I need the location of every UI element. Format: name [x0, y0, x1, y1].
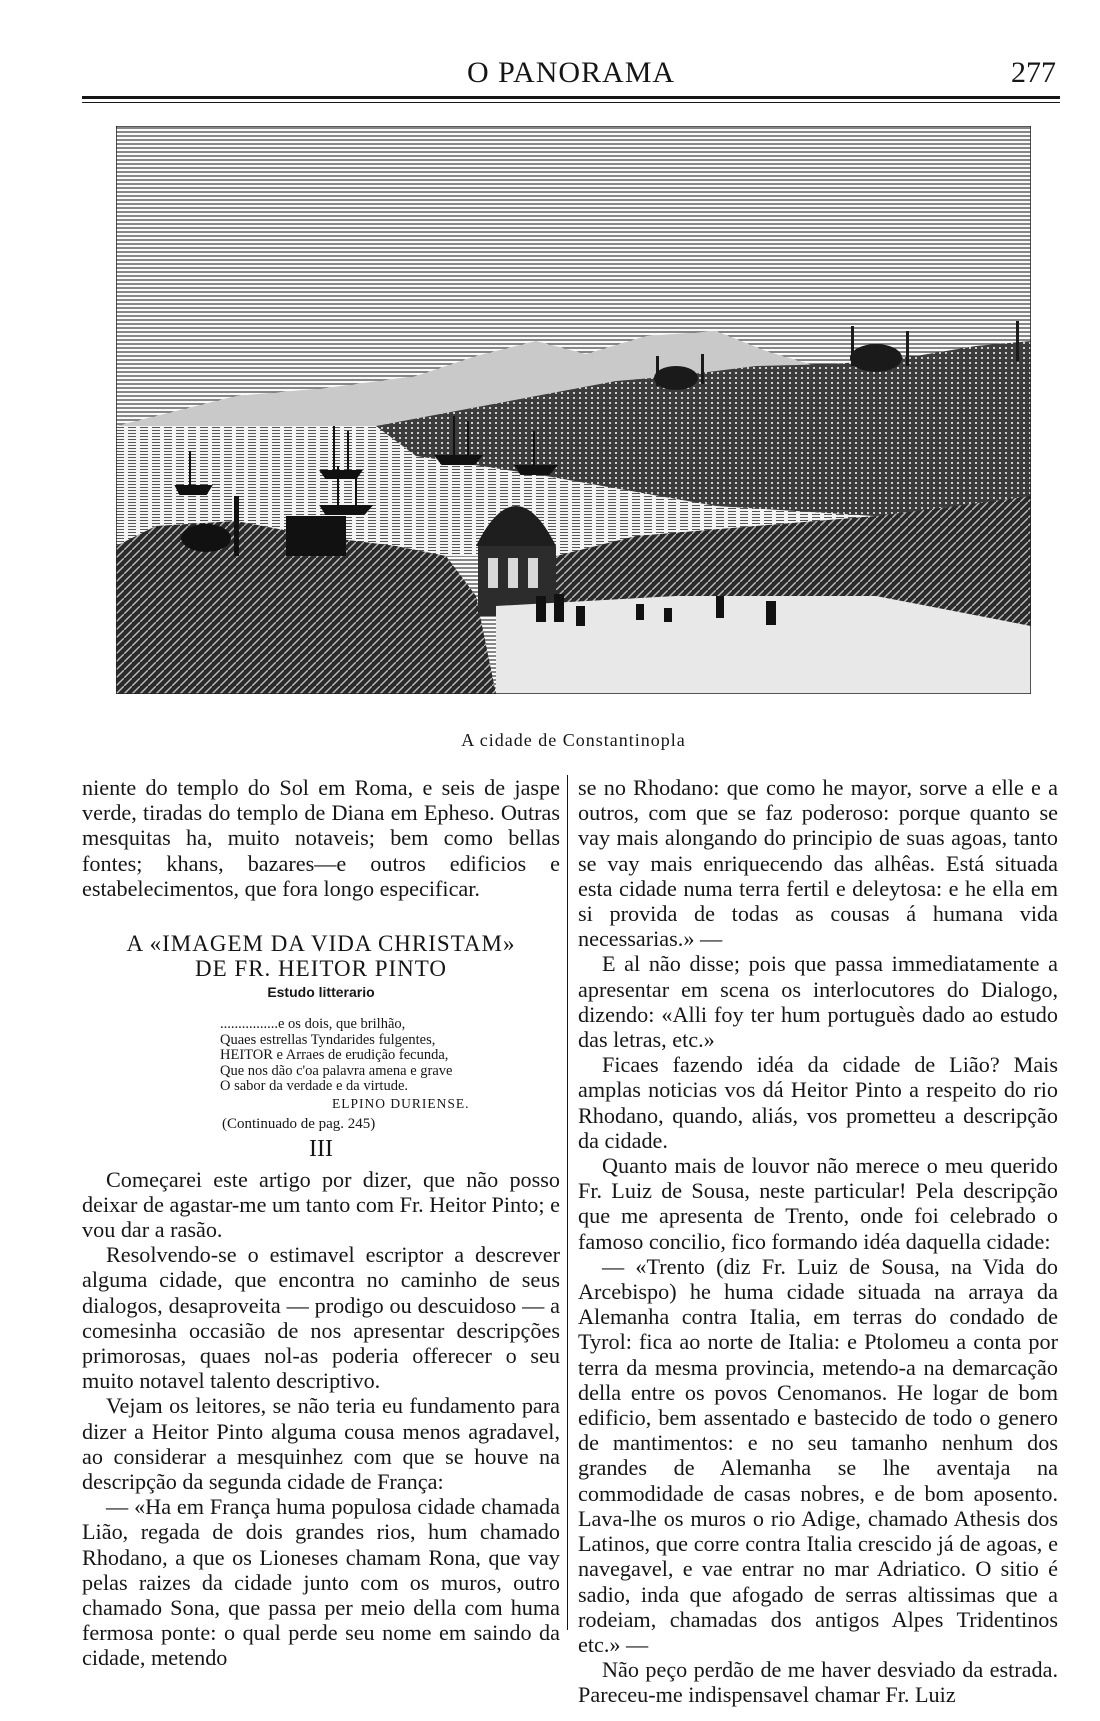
- paragraph: E al não disse; pois que passa immediatamente a apresentar em scena os interlocutores do Dialogo, dizendo: «Alli foy ter hum portuguès dado ao estudo das letras, etc.»: [578, 951, 1058, 1053]
- paragraph: Quanto mais de louvor não merece o meu querido Fr. Luiz de Sousa, neste particular! Pela descripção que me apresenta de Trento, onde foi celebrado o famoso concilio, fico formando idéa daquella cidade:: [578, 1153, 1058, 1254]
- paragraph: — «Trento (diz Fr. Luiz de Sousa, na Vida do Arcebispo) he huma cidade situada na arraya da Alemanha contra Italia, em terras do condado de Tyrol: fica ao norte de Italia: e Ptolomeu a conta por terra da mesma provincia, metendo-a na demarcação della entre os povos Cenomanos. He logar de bom edificio, bem assentado e bastecido de todo o genero de mantimentos: e no seu tamanho nenhum dos grandes de Alemanha se lhe aventaja na commodidade de casas nobres, e de bom aposento. Lava-lhe os muros o rio Adige, chamado Athesis dos Latinos, que corre contra Italia crescido já de agoas, e navegavel, e vae entrar no mar Adriatico. O sitio é sadio, inda que afogado de serras altissimas que a rodeiam, chamadas dos antigos Alpes Tridentinos etc.» —: [578, 1253, 1058, 1657]
- paragraph: niente do templo do Sol em Roma, e seis de jaspe verde, tiradas do templo de Diana em Epheso. Outras mesquitas ha, muito notaveis; bem como bellas fontes; khans, bazares—e outros edificios e estabelecimentos, que fora longo especificar.: [82, 775, 560, 901]
- constantinople-engraving: [116, 126, 1031, 694]
- continued-note: (Continuado de pag. 245): [222, 1115, 376, 1132]
- paragraph: se no Rhodano: que como he mayor, sorve a elle e a outros, com que se faz poderoso: porque quanto se vay mais alongando do principio de suas agoas, tanto se vay mais enriquecendo das alhêas. Está situada esta cidade numa terra fertil e deleytosa: e he ella em si provida de todas as cousas á humana vida necessarias.» —: [578, 775, 1058, 952]
- epigraph-line: HEITOR e Arraes de erudição fecunda,: [220, 1047, 449, 1064]
- epigraph-line: O sabor da verdade e da virtude.: [220, 1078, 409, 1095]
- epigraph: [220, 1017, 560, 1095]
- article-title-line: A «IMAGEM DA VIDA CHRISTAM»: [126, 931, 516, 957]
- epigraph-line: Que nos dão c'oa palavra amena e grave: [220, 1062, 453, 1079]
- journal-title: O PANORAMA: [466, 56, 676, 89]
- page-number: 277: [1011, 56, 1056, 89]
- paragraph: — «Ha em França huma populosa cidade chamada Lião, regada de dois grandes rios, hum chamado Rhodano, a que os Lioneses chamam Rona, que vay pelas raizes da cidade junto com os muros, outro chamado Sona, que passa per meio della com huma fermosa ponte: o qual perde seu nome em saindo da cidade, metendo: [82, 1494, 560, 1671]
- left-column: [82, 775, 560, 1671]
- article-subtitle: Estudo litterario: [267, 984, 375, 1001]
- epigraph-line: ................e os dois, que brilhão,: [220, 1016, 406, 1033]
- header-rule-thin: [82, 102, 1060, 103]
- article-title: [82, 931, 560, 981]
- right-column: [578, 775, 1058, 1708]
- column-divider: [567, 775, 568, 1630]
- paragraph: Vejam os leitores, se não teria eu fundamento para dizer a Heitor Pinto alguma cousa menos agradavel, ao considerar a mesquinhez com que se houve na descripção da segunda cidade de França:: [82, 1393, 560, 1494]
- article-title-line: DE FR. HEITOR PINTO: [195, 956, 447, 982]
- paragraph: Resolvendo-se o estimavel escriptor a descrever alguma cidade, que encontra no caminho de seus dialogos, desaproveita — prodigo ou descuidoso — a comesinha occasião de nos apresentar descripções primorosas, quaes nol-as poderia offerecer o seu muito notavel talento descriptivo.: [82, 1242, 560, 1394]
- header-rule-thick: [82, 96, 1060, 99]
- paragraph: Começarei este artigo por dizer, que não posso deixar de agastar-me um tanto com Fr. Heitor Pinto; e vou dar a rasão.: [82, 1166, 560, 1242]
- paragraph: Ficaes fazendo idéa da cidade de Lião? Mais amplas noticias vos dá Heitor Pinto a respeito do rio Rhodano, quando, aliás, vos prometteu a descripção da cidade.: [578, 1052, 1058, 1153]
- section-number: III: [309, 1135, 333, 1162]
- epigraph-line: Quaes estrellas Tyndarides fulgentes,: [220, 1031, 436, 1048]
- paragraph: Não peço perdão de me haver desviado da estrada. Pareceu-me indispensavel chamar Fr. Luiz: [578, 1657, 1058, 1708]
- page-header: [82, 52, 1060, 96]
- epigraph-author: ELPINO DURIENSE.: [332, 1095, 470, 1111]
- illustration-caption: A cidade de Constantinopla: [461, 730, 686, 750]
